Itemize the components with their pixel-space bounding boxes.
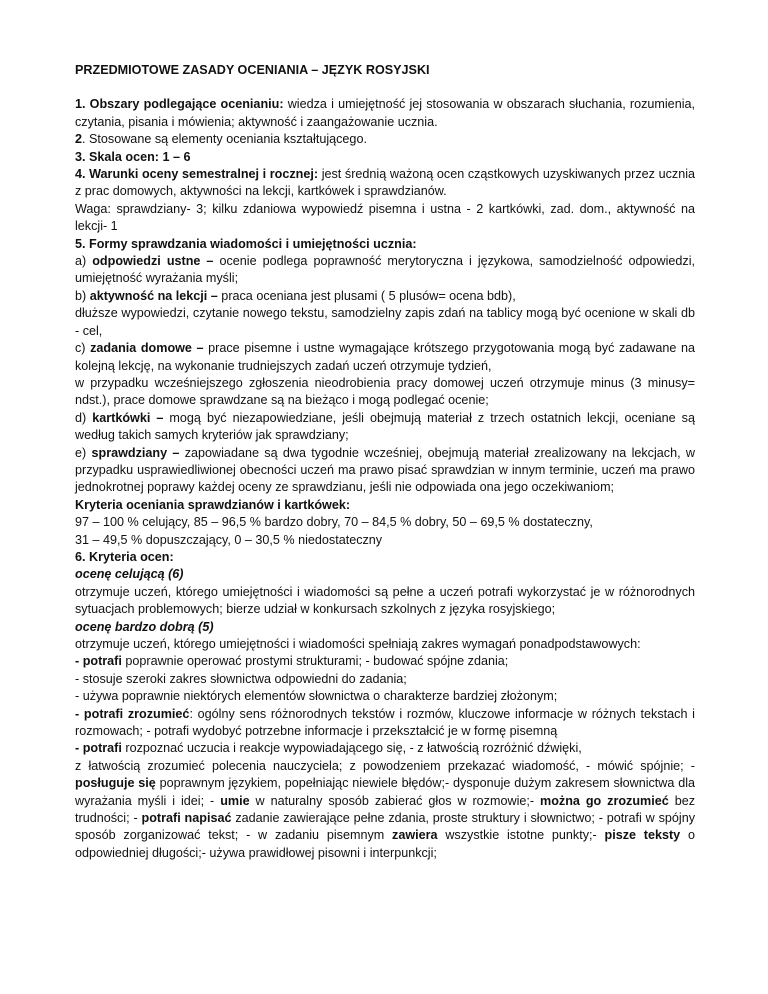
req6-bold-6: pisze teksty (604, 828, 681, 843)
item-b (75, 288, 695, 305)
item-b-heading: aktywność na lekcji – (89, 288, 218, 303)
item-b-text: praca oceniana jest plusami ( 5 plusów= ocena bdb), (217, 288, 516, 303)
req6-text-3: w naturalny sposób zabierać głos w rozmowie;- (249, 793, 541, 808)
req6-text-5: zadanie zawierające pełne zdania, proste struktury i słownictwo; - potrafi w spójny sposób zorganizować tekst; - w zadaniu pisemnym (75, 811, 695, 843)
criteria-line-1: 97 – 100 % celujący, 85 – 96,5 % bardzo dobry, 70 – 84,5 % dobry, 50 – 69,5 % dostateczny, (75, 515, 593, 530)
requirement-line-5 (75, 740, 695, 757)
req6-bold-4: potrafi napisać (141, 811, 232, 826)
requirement-1-text: poprawnie operować prostymi strukturami; - budować spójne zdania; (121, 654, 509, 669)
grade-celujaca-heading (75, 566, 695, 583)
section-4-text: jest średnią ważoną ocen cząstkowych uzyskiwanych przez ucznia z prac domowych, aktywności na lekcji, kartkówek i sprawdzianów. (75, 167, 695, 199)
req6-text-6: wszystkie istotne punkty;- (437, 828, 605, 843)
requirement-line-1 (75, 653, 695, 670)
section-3 (75, 149, 695, 166)
item-a-prefix: a) (75, 254, 93, 269)
grade-bardzo-dobra-text: otrzymuje uczeń, którego umiejętności i wiadomości spełniają zakres wymagań ponadpodstawowych: (75, 637, 641, 651)
requirement-5-bold: - potrafi (75, 741, 122, 756)
item-e-prefix: e) (75, 445, 92, 460)
req6-bold-5: zawiera (392, 828, 438, 843)
section-2-text: . Stosowane są elementy oceniania kształtującego. (82, 132, 367, 147)
grade-celujaca-text: otrzymuje uczeń, którego umiejętności i wiadomości są pełne a uczeń potrafi wykorzystać je w różnorodnych sytuacjach problemowych; bierze udział w konkursach szkolnych z języka rosyjskiego; (75, 584, 695, 617)
section-4 (75, 166, 695, 201)
item-d-text: mogą być niezapowiedziane, jeśli obejmują materiał z trzech ostatnich lekcji, oceniane są według takich samych kryteriów jak sprawdziany; (75, 410, 695, 443)
item-d-prefix: d) (75, 410, 93, 425)
document-title: PRZEDMIOTOWE ZASADY OCENIANIA – JĘZYK ROSYJSKI (75, 63, 430, 77)
req6-bold-2: umie (220, 793, 250, 808)
item-c-heading: zadania domowe – (90, 341, 204, 356)
item-c (75, 340, 695, 375)
item-b-prefix: b) (75, 288, 90, 303)
section-5 (75, 236, 695, 253)
req6-text-7: o odpowiedniej długości;- używa prawidłowej pisowni i interpunkcji; (75, 828, 695, 860)
requirement-line-3: - używa poprawnie niektórych elementów słownictwa o charakterze bardziej złożonym; (75, 689, 558, 704)
section-2 (75, 131, 695, 148)
req6-text-2: poprawnym językiem, popełniając niewiele błędów;- dysponuje dużym zakresem słownictwa dla wyrażania myśli i idei; - (75, 776, 695, 808)
criteria-heading (75, 497, 695, 514)
requirement-line-2: - stosuje szeroki zakres słownictwa odpowiedni do zadania; (75, 671, 407, 686)
grade-bardzo-dobra-title: ocenę bardzo dobrą (5) (75, 619, 214, 634)
requirement-paragraph-6 (75, 758, 695, 862)
section-4-heading: 4. Warunki oceny semestralnej i rocznej: (75, 167, 319, 182)
item-a-heading: odpowiedzi ustne – (92, 254, 214, 269)
item-c-prefix: c) (75, 341, 91, 356)
item-e (75, 445, 695, 497)
req6-bold-1: posługuje się (75, 776, 156, 791)
requirement-4-text: : ogólny sens różnorodnych tekstów i rozmów, kluczowe informacje w różnych tekstach i rozmowach; - potrafi wydobyć potrzebne informacje i przekształcić je w formę pisemną (75, 706, 695, 739)
grade-bardzo-dobra-heading (75, 619, 695, 636)
section-6 (75, 549, 695, 566)
item-c-text: prace pisemne i ustne wymagające krótszego przygotowania mogą być zadawane na kolejną lekcję, na wykonanie trudniejszych zadań uczeń otrzymuje tydzień, (75, 341, 695, 373)
requirement-4-bold: - potrafi zrozumieć (75, 706, 190, 721)
item-a (75, 253, 695, 288)
section-5-heading: 5. Formy sprawdzania wiadomości i umiejętności ucznia: (75, 236, 417, 251)
item-b-continued: dłuższe wypowiedzi, czytanie nowego tekstu, samodzielny zapis zdań na tablicy mogą być ocenione w skali db - cel, (75, 306, 695, 338)
section-1-text: wiedza i umiejętność jej stosowania w obszarach słuchania, rozumienia, czytania, pisania i mówienia; aktywność i zaangażowanie ucznia. (75, 97, 695, 129)
section-4-weights: Waga: sprawdziany- 3; kilku zdaniowa wypowiedź pisemna i ustna - 2 kartkówki, zad. dom., aktywność na lekcji- 1 (75, 201, 695, 234)
section-3-heading: 3. Skala ocen: 1 – 6 (75, 149, 191, 164)
req6-bold-3: można go zrozumieć (540, 793, 669, 808)
item-e-heading: sprawdziany – (91, 445, 180, 460)
requirement-line-4 (75, 706, 695, 741)
section-1 (75, 96, 695, 131)
req6-text-1: z łatwością zrozumieć polecenia nauczyciela; z powodzeniem przekazać wiadomość, - mówić spójnie; - (75, 758, 695, 773)
criteria-heading-text: Kryteria oceniania sprawdzianów i kartkówek: (75, 497, 351, 512)
item-d-heading: kartkówki – (92, 410, 164, 425)
grade-celujaca-title: ocenę celującą (6) (75, 567, 184, 582)
item-c-continued: w przypadku wcześniejszego zgłoszenia nieodrobienia pracy domowej uczeń otrzymuje minus (3 minusy= ndst.), prace domowe sprawdzane są na bieżąco i mogą podlegać ocenie; (75, 375, 695, 408)
section-2-number: 2 (75, 132, 83, 147)
req6-text-4: bez trudności; - (75, 793, 696, 826)
item-e-text: zapowiadane są dwa tygodnie wcześniej, obejmują materiał zrealizowany na lekcjach, w przypadku usprawiedliwionej obecności uczeń ma prawo pisać sprawdzian w innym terminie, uczeń ma prawo jednokrotnej poprawy każdej oceny ze sprawdzianu, jeśli nie odpowiada ona jego oczekiwaniom; (75, 445, 695, 495)
criteria-line-2: 31 – 49,5 % dopuszczający, 0 – 30,5 % niedostateczny (75, 532, 383, 547)
item-a-text: ocenie podlega poprawność merytoryczna i językowa, samodzielność odpowiedzi, umiejętność wyrażania myśli; (75, 254, 695, 286)
section-1-heading: 1. Obszary podlegające ocenianiu: (75, 97, 284, 112)
requirement-1-bold: - potrafi (75, 654, 122, 669)
item-d (75, 410, 695, 445)
requirement-5-text: rozpoznać uczucia i reakcje wypowiadającego się, - z łatwością rozróżnić dźwięki, (121, 741, 582, 756)
section-6-heading: 6. Kryteria ocen: (75, 549, 174, 564)
